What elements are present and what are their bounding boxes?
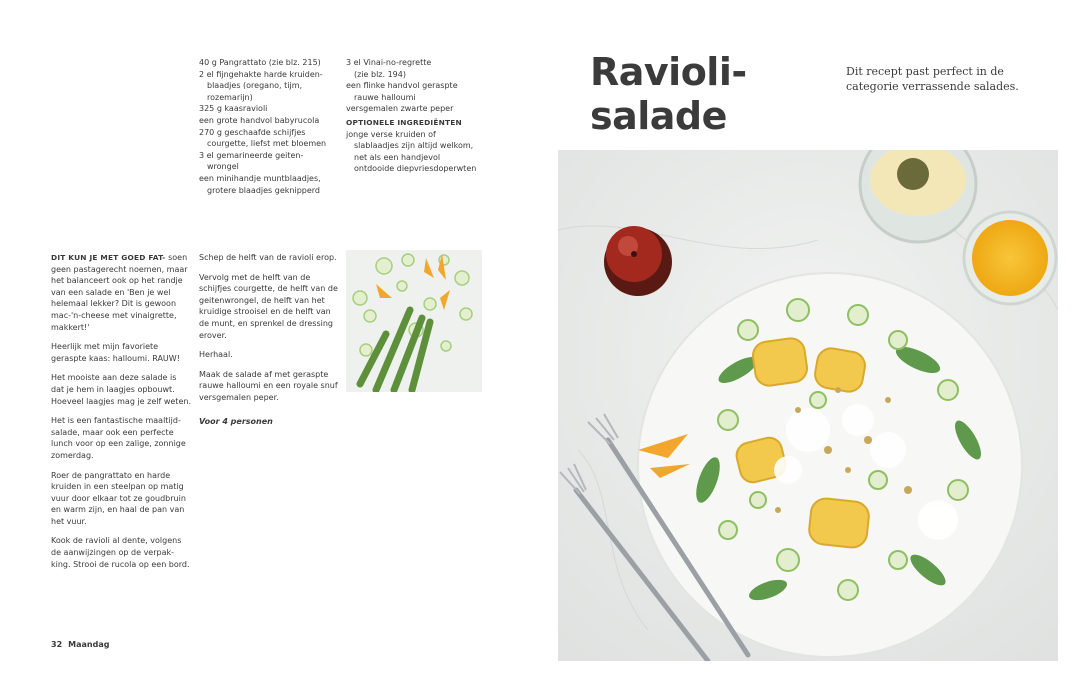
method-column-1	[51, 252, 191, 578]
intro-paragraph	[51, 252, 191, 333]
method-paragraph: Maak de salade af met geraspte rauwe halloumi en een royale snuf versgemalen peper.	[199, 369, 338, 402]
page-number: 32	[51, 640, 63, 649]
method-column-2	[199, 252, 339, 435]
ravioli-salad-photo	[558, 150, 1058, 661]
ingredients-list-2	[346, 57, 476, 175]
optional-ingredient-line: jonge verse kruiden of	[346, 129, 436, 139]
method-paragraph: Schep de helft van de ravioli erop.	[199, 253, 337, 262]
ingredient-line: grotere blaadjes geknipperd	[207, 185, 320, 195]
recipe-title-line-2: salade	[590, 94, 727, 138]
ingredient-line: 270 g geschaafde schijfjes	[199, 127, 306, 137]
optional-ingredient-line: net als een handjevol	[354, 152, 441, 162]
ingredient-line: 2 el fijngehakte harde kruiden-	[199, 69, 323, 79]
ingredient-line: courgette, liefst met bloemen	[207, 139, 327, 149]
ingredient-line: 3 el gemarineerde geiten-	[199, 150, 304, 160]
method-paragraph: Heerlijk met mijn favoriete geraspte kaas: halloumi. RAUW!	[51, 342, 180, 363]
ingredient-line: 40 g Pangrattato (zie blz. 215)	[199, 58, 321, 67]
juice-glass-icon	[964, 212, 1056, 304]
method-paragraph: Vervolg met de helft van de schijfjes courgette, de helft van de geitenwrongel, de helft van het kruidige strooisel en de helft van de munt, en sprenkel de dressing erover.	[199, 272, 338, 340]
lead-in: DIT KUN JE MET GOED FAT-	[51, 253, 166, 262]
ingredient-line: wrongel	[207, 162, 239, 172]
plate	[638, 273, 1022, 657]
ingredient-line: versgemalen zwarte peper	[346, 104, 454, 114]
section-name: Maandag	[68, 640, 110, 649]
method-paragraph: Roer de pangrattato en harde kruiden in een steelpan op matig vuur door elkaar tot ze goudbruin en warm zijn, en haal de pan van het vuur.	[51, 470, 186, 526]
recipe-title-line-1: Ravioli-	[590, 50, 747, 94]
zucchini-photo	[346, 250, 482, 392]
page-folio	[51, 640, 115, 649]
ingredient-line: 325 g kaasravioli	[199, 104, 268, 114]
ingredient-line: een grote handvol babyrucola	[199, 115, 320, 125]
recipe-title	[590, 50, 747, 138]
optional-ingredient-line: ontdooide diepvriesdoperwten	[354, 164, 477, 174]
method-paragraph: Kook de ravioli al dente, volgens de aanwijzingen op de verpak-king. Strooi de rucola op een bord.	[51, 536, 190, 569]
optional-ingredient-line: slablaadjes zijn altijd welkom,	[354, 141, 474, 151]
method-paragraph: Het mooiste aan deze salade is dat je hem in laagjes opbouwt. Hoeveel laagjes mag je zelf weten.	[51, 373, 191, 406]
lead-in-rest: soen geen pastagerecht noemen, maar het balanceert ook op het randje van een salade en 'Ben je wel helemaal lekker? Dit is gewoon mac-'n-cheese met vinaigrette, makkert!'	[51, 253, 188, 332]
serves-note: Voor 4 personen	[199, 416, 273, 426]
ingredient-line: rozemarijn)	[207, 92, 253, 102]
method-paragraph: Herhaal.	[199, 350, 233, 360]
ingredient-line: blaadjes (oregano, tijm,	[207, 81, 303, 91]
ingredient-line: een minihandje muntblaadjes,	[199, 173, 321, 183]
optional-ingredients-heading: OPTIONELE INGREDIËNTEN	[346, 117, 462, 127]
ingredient-line: 3 el Vinai-no-regrette	[346, 58, 432, 67]
method-paragraph: Het is een fantastische maaltijd-salade, maar ook een perfecte lunch voor op een zalige, zonnige zomerdag.	[51, 416, 186, 460]
recipe-intro: Dit recept past perfect in de categorie verrassende salades.	[846, 65, 1019, 93]
ingredient-line: rauwe halloumi	[354, 92, 416, 102]
ingredient-line: (zie blz. 194)	[354, 69, 406, 79]
ingredients-list-1	[199, 57, 326, 196]
ingredient-line: een flinke handvol geraspte	[346, 81, 458, 91]
